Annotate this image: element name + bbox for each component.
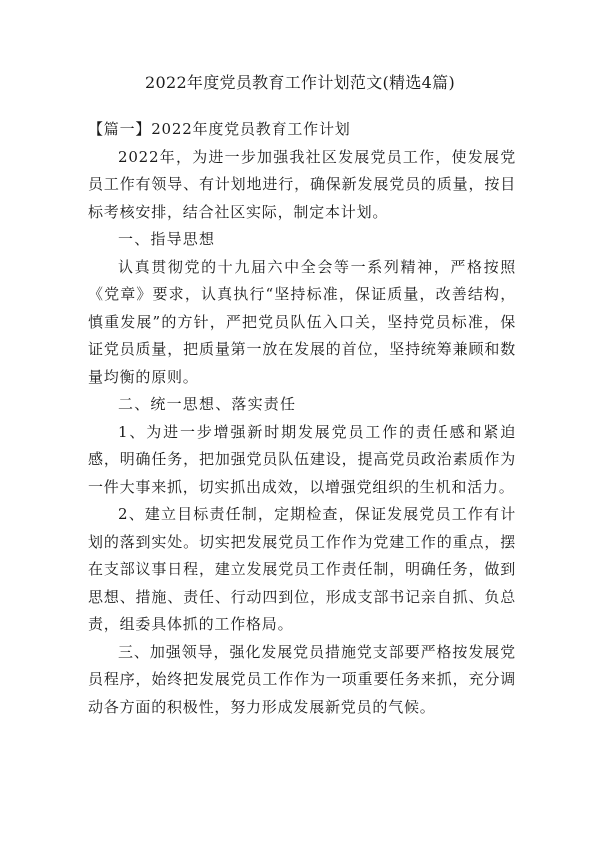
- body-paragraph-strengthen-leadership: 三、加强领导，强化发展党员措施党支部要严格按发展党员程序，始终把发展党员工作作为一项重要任务来抓，充分调动各方面的积极性，努力形成发展新党员的气候。: [88, 642, 516, 716]
- document-title: 2022年度党员教育工作计划范文(精选4篇): [145, 73, 455, 92]
- section-title: 【篇一】2022年度党员教育工作计划: [88, 120, 351, 138]
- body-paragraph-item-1: 1、为进一步增强新时期发展党员工作的责任感和紧迫感，明确任务，把加强党员队伍建设，提高党员政治素质作为一件大事来抓，切实抓出成效，以增强党组织的生机和活力。: [88, 422, 516, 496]
- heading-guiding-ideology: 一、指导思想: [118, 230, 216, 248]
- heading-unify-thought: 二、统一思想、落实责任: [118, 395, 297, 413]
- document-body: [88, 116, 516, 721]
- body-paragraph-item-2: 2、建立目标责任制，定期检查，保证发展党员工作有计划的落到实处。切实把发展党员工作作为党建工作的重点，摆在支部议事日程，建立发展党员工作责任制，明确任务，做到思想、措施、责任、行动四到位，形成支部书记亲自抓、负总责，组委具体抓的工作格局。: [88, 505, 516, 633]
- body-paragraph-ideology: 认真贯彻党的十九届六中全会等一系列精神，严格按照《党章》要求，认真执行“坚持标准，保证质量，改善结构，慎重发展”的方针，严把党员队伍入口关，坚持党员标准，保证党员质量，把质量第一放在发展的首位，坚持统筹兼顾和数量均衡的原则。: [88, 257, 516, 386]
- body-paragraph-intro: 2022年，为进一步加强我社区发展党员工作，使发展党员工作有领导、有计划地进行，确保新发展党员的质量，按目标考核安排，结合社区实际，制定本计划。: [88, 147, 516, 221]
